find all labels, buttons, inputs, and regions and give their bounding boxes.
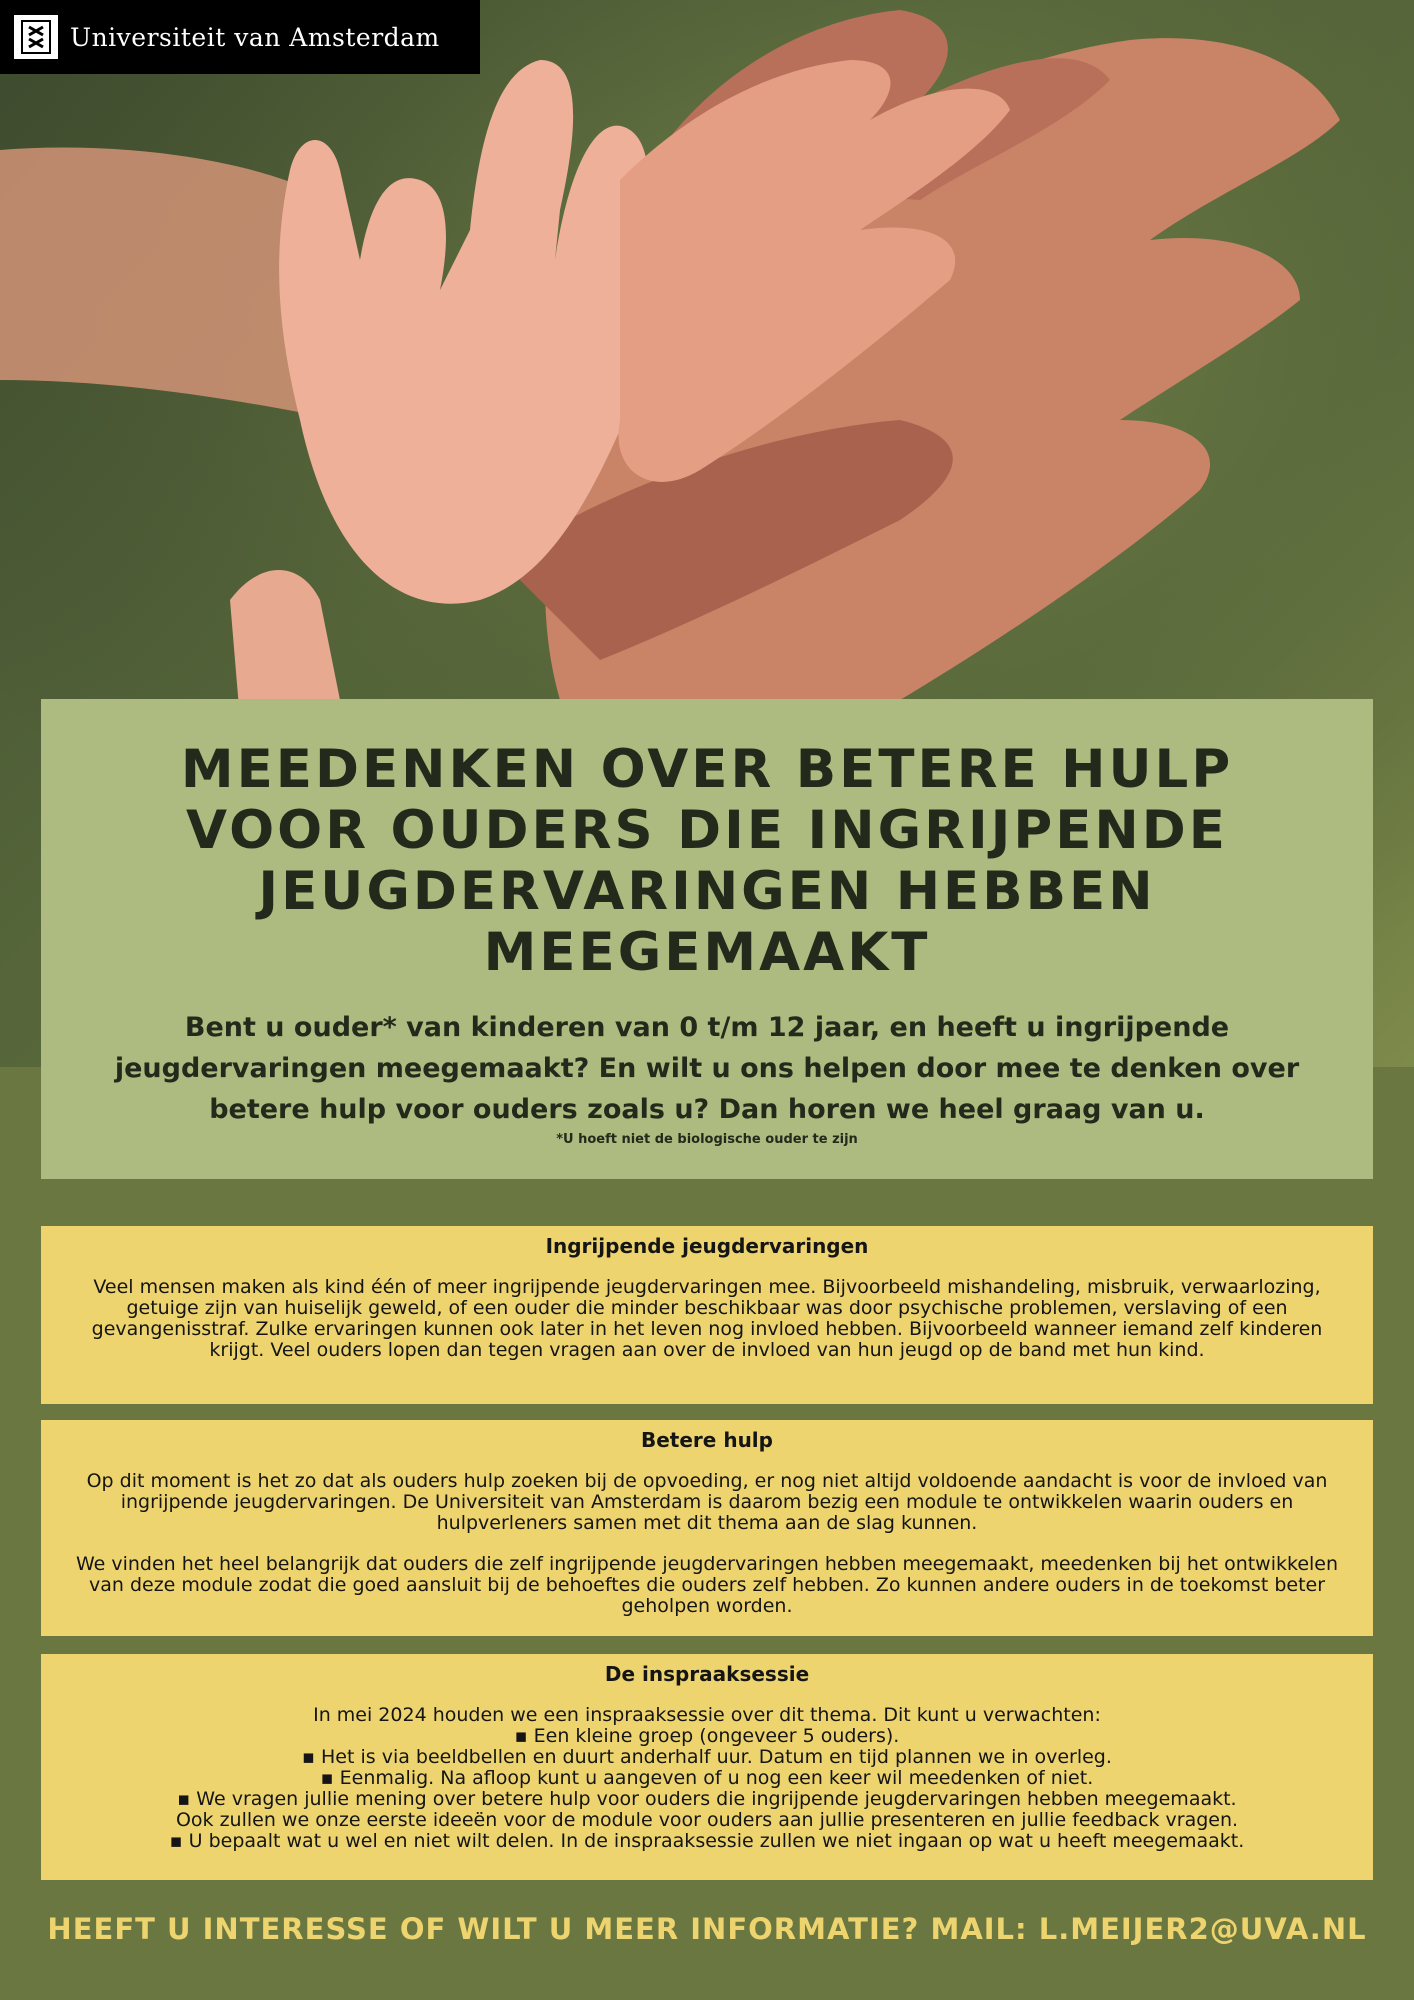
uva-crest-icon: [14, 15, 58, 59]
section-de-inspraaksessie: [41, 1654, 1373, 1880]
section-heading: De inspraaksessie: [604, 1662, 810, 1686]
section-ingrijpende-jeugdervaringen: [41, 1226, 1373, 1404]
list-item: Ook zullen we onze eerste ideeën voor de module voor ouders aan jullie presenteren en jullie feedback vragen.: [175, 1809, 1239, 1831]
section-paragraph: Op dit moment is het zo dat als ouders hulp zoeken bij de opvoeding, er nog niet altijd voldoende aandacht is voor de invloed van ingrijpende jeugdervaringen. De Universiteit van Amsterdam is daarom bezig een module te ontwikkelen waarin ouders en hulpverleners samen met dit thema aan de slag kunnen.: [86, 1470, 1328, 1534]
section-heading: Ingrijpende jeugdervaringen: [545, 1234, 869, 1258]
session-intro: In mei 2024 houden we een inspraaksessie over dit thema. Dit kunt u verwachten:: [313, 1704, 1101, 1726]
section-paragraph: We vinden het heel belangrijk dat ouders die zelf ingrijpende jeugdervaringen hebben meegemaakt, meedenken bij het ontwikkelen van deze module zodat die goed aansluit bij de behoeftes die ouders zelf hebben. Zo kunnen andere ouders in de toekomst beter geholpen worden.: [75, 1553, 1339, 1617]
section-heading: Betere hulp: [641, 1428, 773, 1452]
hero-subtitle: Bent u ouder* van kinderen van 0 t/m 12 jaar, en heeft u ingrijpende jeugdervaringen meegemaakt? En wilt u ons helpen door mee te denken over betere hulp voor ouders zoals u? Dan horen we heel graag van u.: [114, 1012, 1300, 1125]
list-item: ▪ Eenmalig. Na afloop kunt u aangeven of u nog een keer wil meedenken of niet.: [320, 1767, 1094, 1789]
hero-box: [41, 699, 1373, 1179]
page-title: MEEDENKEN OVER BETERE HULP VOOR OUDERS DIE INGRIJPENDE JEUGDERVARINGEN HEBBEN MEEGEMAAKT: [180, 739, 1234, 983]
list-item: ▪ Een kleine groep (ongeveer 5 ouders).: [514, 1725, 900, 1747]
section-betere-hulp: [41, 1420, 1373, 1636]
list-item: ▪ Het is via beeldbellen en duurt anderhalf uur. Datum en tijd plannen we in overleg.: [302, 1746, 1112, 1768]
list-item: ▪ We vragen jullie mening over betere hulp voor ouders die ingrijpende jeugdervaringen hebben meegemaakt.: [177, 1788, 1237, 1810]
hero-footnote: *U hoeft niet de biologische ouder te zijn: [556, 1132, 858, 1147]
contact-cta: HEEFT U INTERESSE OF WILT U MEER INFORMATIE? MAIL: L.MEIJER2@UVA.NL: [47, 1912, 1367, 1946]
list-item: ▪ U bepaalt wat u wel en niet wilt delen. In de inspraaksessie zullen we niet ingaan op wat u heeft meegemaakt.: [169, 1830, 1245, 1852]
university-logo: [0, 0, 480, 74]
session-list: [69, 1705, 1345, 1852]
section-paragraph: Veel mensen maken als kind één of meer ingrijpende jeugdervaringen mee. Bijvoorbeeld mishandeling, misbruik, verwaarlozing, getuige zijn van huiselijk geweld, of een ouder die minder beschikbaar was door psychische problemen, verslaving of een gevangenisstraf. Zulke ervaringen kunnen ook later in het leven nog invloed hebben. Bijvoorbeeld wanneer iemand zelf kinderen krijgt. Veel ouders lopen dan tegen vragen aan over de invloed van hun jeugd op de band met hun kind.: [91, 1276, 1323, 1361]
university-name: Universiteit van Amsterdam: [70, 22, 440, 52]
